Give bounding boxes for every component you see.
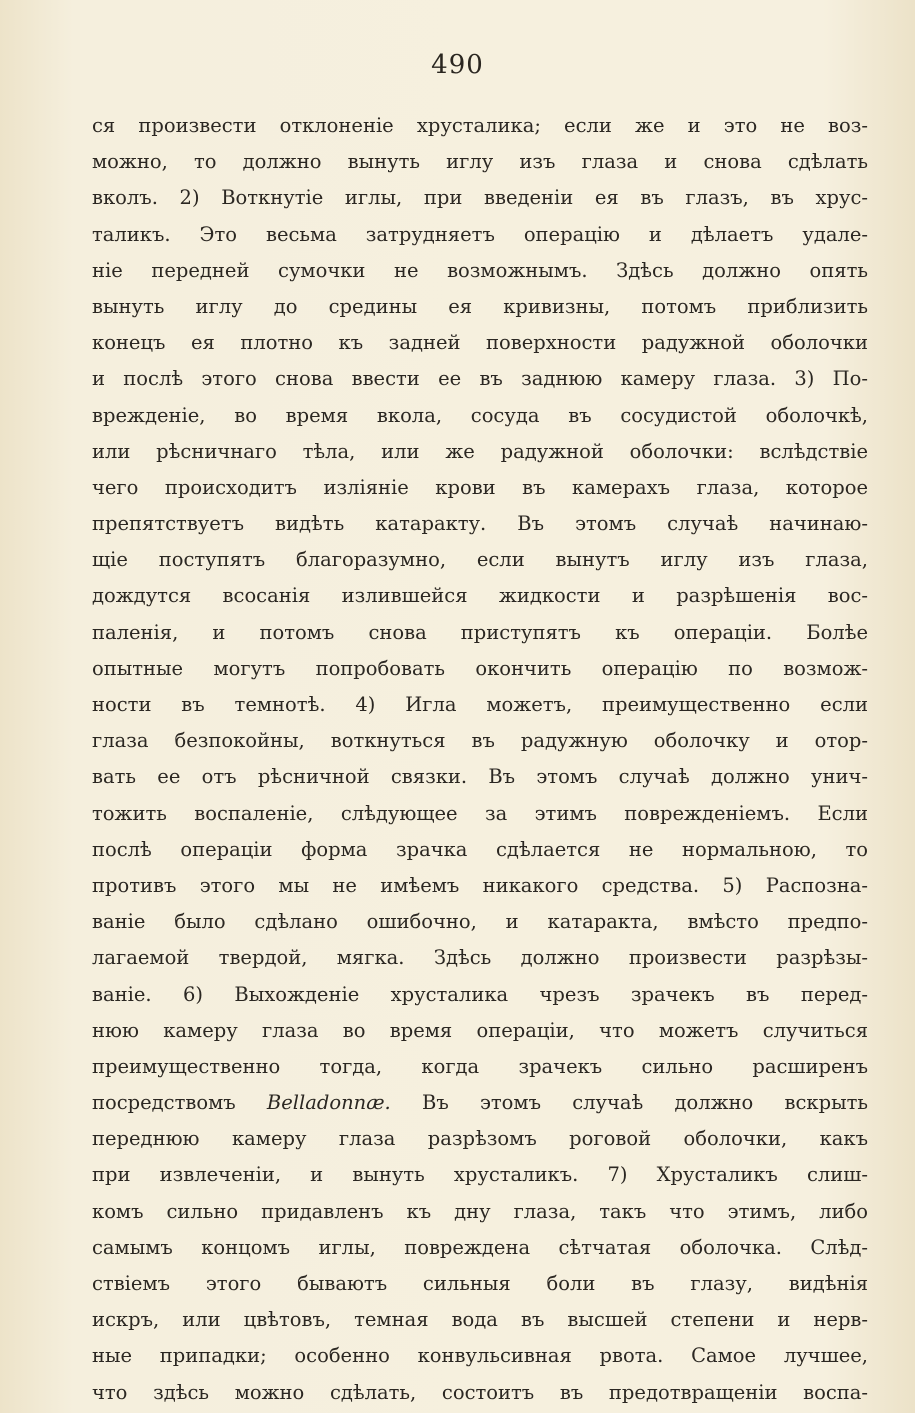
latin-term: Belladonnæ. (266, 1091, 391, 1115)
text-line: преимущественно тогда, когда зрачекъ сильно расширенъ (92, 1054, 868, 1078)
text-line: что здѣсь можно сдѣлать, состоитъ въ предотвращеніи воспа- (92, 1380, 868, 1404)
text-line: щіе поступятъ благоразумно, если вынутъ иглу изъ глаза, (92, 548, 868, 572)
text-line: врежденіе, во время вкола, сосуда въ сосудистой оболочкѣ, (92, 403, 868, 427)
text-line: дождутся всосанія излившейся жидкости и разрѣшенія вос- (92, 584, 868, 608)
text-line: вынуть иглу до средины ея кривизны, потомъ приблизить (92, 294, 868, 318)
text-line: препятствуетъ видѣть катаракту. Въ этомъ случаѣ начинаю- (92, 512, 868, 536)
text-line: при извлеченіи, и вынуть хрусталикъ. 7) Хрусталикъ слиш- (92, 1163, 868, 1187)
text-line: ности въ темнотѣ. 4) Игла можетъ, преимущественно если (92, 693, 868, 716)
text-line: комъ сильно придавленъ къ дну глаза, такъ что этимъ, либо (92, 1199, 868, 1223)
text-line: или рѣсничнаго тѣла, или же радужной оболочки: вслѣдствіе (92, 439, 868, 463)
text-line: послѣ операціи форма зрачка сдѣлается не нормальною, то (92, 837, 868, 861)
text-line: лагаемой твердой, мягка. Здѣсь должно произвести разрѣзы- (92, 946, 868, 970)
text-line: ваніе было сдѣлано ошибочно, и катаракта, вмѣсто предпо- (92, 910, 868, 934)
text-line: глаза безпокойны, воткнуться въ радужную оболочку и отор- (92, 729, 868, 753)
text-line: опытные могутъ попробовать окончить операцію по возмож- (92, 656, 868, 680)
text-line: можно, то должно вынуть иглу изъ глаза и снова сдѣлать (92, 150, 868, 174)
text-line (92, 1085, 868, 1121)
text-line: нюю камеру глаза во время операціи, что можетъ случиться (92, 1018, 868, 1042)
text-line: самымъ концомъ иглы, повреждена сѣтчатая оболочка. Слѣд- (92, 1235, 868, 1259)
page-number: 490 (431, 50, 484, 80)
text-line: ваніе. 6) Выхожденіе хрусталика чрезъ зрачекъ въ перед- (92, 982, 868, 1006)
text-line: вколъ. 2) Воткнутіе иглы, при введеніи ея въ глазъ, въ хрус- (92, 186, 868, 210)
text-line: и послѣ этого снова ввести ее въ заднюю камеру глаза. 3) По- (92, 367, 868, 391)
text-line: таликъ. Это весьма затрудняетъ операцію и дѣлаетъ удале- (92, 222, 868, 246)
text-line: ствіемъ этого бываютъ сильныя боли въ глазу, видѣнія (92, 1272, 868, 1295)
text-line: чего происходитъ изліяніе крови въ камерахъ глаза, которое (92, 475, 868, 499)
text-line: ся произвести отклоненіе хрусталика; если же и это не воз- (92, 114, 868, 137)
text-line: искръ, или цвѣтовъ, темная вода въ высшей степени и нерв- (92, 1308, 868, 1332)
body-text (92, 108, 868, 1411)
text-line: противъ этого мы не имѣемъ никакого средства. 5) Распозна- (92, 873, 868, 897)
text-line: вать ее отъ рѣсничной связки. Въ этомъ случаѣ должно унич- (92, 765, 868, 789)
text-segment: Въ этомъ случаѣ должно вскрыть (390, 1091, 868, 1115)
text-line: паленія, и потомъ снова приступятъ къ операціи. Болѣе (92, 620, 868, 644)
text-line: ные припадки; особенно конвульсивная рвота. Самое лучшее, (92, 1344, 868, 1368)
text-line: ніе передней сумочки не возможнымъ. Здѣсь должно опять (92, 258, 868, 282)
text-line: тожить воспаленіе, слѣдующее за этимъ поврежденіемъ. Если (92, 801, 868, 825)
text-line: переднюю камеру глаза разрѣзомъ роговой оболочки, какъ (92, 1127, 868, 1151)
text-line: конецъ ея плотно къ задней поверхности радужной оболочки (92, 331, 868, 355)
text-segment: посредствомъ (92, 1091, 267, 1115)
